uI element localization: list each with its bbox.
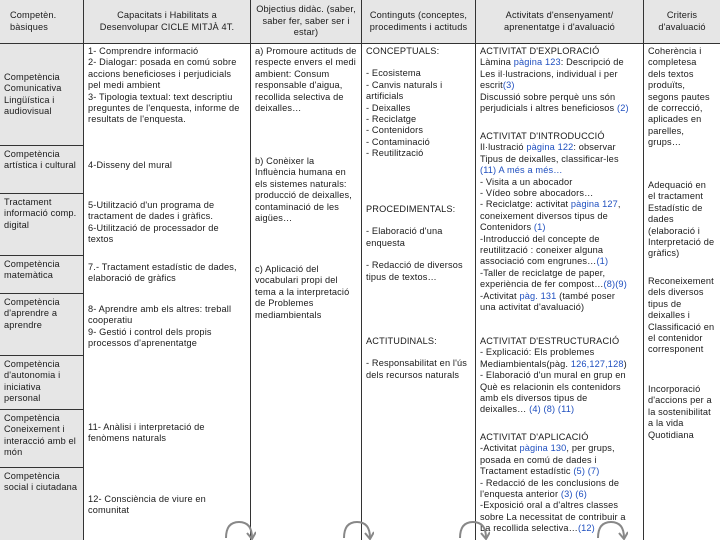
activity-title: ACTIVITAT D'EXPLORACIÓ: [480, 46, 600, 56]
capacity-item: 3- Tipologia textual: text descriptiu preguntes de l'enquesta, informe de resultats de l'enquesta.: [88, 91, 240, 125]
competence-cell: [0, 468, 83, 540]
activity-line: Les il·lustracions, individual i per: [480, 68, 618, 79]
activity-title: ACTIVITAT D'INTRODUCCIÓ: [480, 131, 605, 141]
list-item: - Reutilització: [366, 148, 424, 159]
criteria-header: [644, 0, 720, 44]
capacity-reference: (4) (8) (11): [529, 404, 575, 415]
list-item: - Ecosistema: [366, 68, 421, 79]
competences-column: [0, 0, 84, 540]
list-item: - Elaboració d'una enquesta: [366, 226, 443, 248]
conceptual-section: [366, 46, 471, 160]
list-item: - Deixalles: [366, 102, 411, 113]
procedural-list: [366, 226, 471, 283]
capacity-item: 1- Comprendre informació: [88, 46, 199, 56]
conceptual-list: [366, 68, 471, 159]
competence-cell: [0, 294, 83, 356]
capacity-item: 8- Aprendre amb els altres: treball cooperatiu: [88, 304, 232, 326]
capacity-group: [88, 304, 246, 350]
list-item: - Reciclatge: [366, 114, 417, 125]
activity-line: reutilització : coneixer alguna: [480, 245, 604, 256]
curved-arrow-icon: [340, 516, 374, 540]
capacity-item: 9- Gestió i control dels propis processos d'aprenentatge: [88, 326, 212, 349]
competence-label: Competència social i ciutadana: [4, 471, 78, 493]
capacity-reference: (11): [480, 165, 497, 176]
objectives-column: [251, 0, 362, 540]
activity-line: -Introducció del concepte de: [480, 233, 600, 244]
criterion-item: Adequació en el tractament Estadístic de dades (elaboració i Interpretació de gràfics): [648, 180, 715, 259]
list-item: - Canvis naturals i artificials: [366, 79, 443, 102]
activity-line: - Vídeo sobre abocadors…: [480, 188, 594, 199]
activity-line: una activitat d'avaluació): [480, 302, 585, 313]
list-item: - Contaminació: [366, 136, 430, 147]
competence-cell: [0, 356, 83, 410]
activity-line: - Visita a un abocador: [480, 176, 573, 187]
activity-line: - Elaboració d'un mural en grup en: [480, 370, 626, 381]
list-item: - Redacció de diversos tipus de textos…: [366, 260, 463, 282]
activity-line: amb els diversos tipus de: [480, 393, 588, 404]
activity-line: escrit(3): [480, 80, 515, 91]
activity-line: sobre La necessitat de contribuir a: [480, 511, 626, 522]
exploration-activity: [480, 46, 639, 114]
activities-header-label: Activitats d'ensenyament/ aprenentatge i d'avaluació: [504, 10, 615, 32]
competence-label: Tractament informació comp. digital: [4, 197, 77, 230]
capacity-reference: (5) (7): [573, 466, 600, 477]
activity-line: posada en comú de dades i: [480, 454, 597, 465]
curved-arrow-icon: [456, 516, 490, 540]
capacity-item: 6-Utilització de processador de textos: [88, 222, 219, 245]
capacity-reference: (3) (6): [560, 489, 587, 500]
activity-line: Tractament estadístic (5) (7): [480, 466, 600, 477]
activity-line: Làmina pàgina 123: Descripció de: [480, 57, 624, 68]
activity-line: -Exposició oral a d'altres classes: [480, 500, 619, 511]
criterion-item: Reconeixement dels diversos tipus de deixalles i Classificació en el contenidor corresponent: [648, 276, 715, 355]
competences-header: [0, 0, 83, 44]
criterion-item: Incorporació d'accions per a la sostenibilitat a la vida Quotidiana: [648, 384, 712, 440]
capacities-column: [84, 0, 251, 540]
capacity-item: 7.- Tractament estadístic de dades, elaboració de gràfics: [88, 262, 237, 284]
page-reference: pàgina 122: [526, 142, 574, 153]
competence-cell: [0, 256, 83, 294]
page-reference: 126,127,128: [570, 358, 624, 369]
conceptual-title: CONCEPTUALS:: [366, 46, 440, 56]
extra-note: A més a més…: [498, 165, 563, 176]
activities-column: [476, 0, 644, 540]
activity-line: l'enquesta anterior (3) (6): [480, 489, 587, 500]
activity-line: Contenidors (1): [480, 222, 546, 233]
criteria-column: [644, 0, 720, 540]
criteria-header-label: Criteris d'avaluació: [658, 10, 706, 32]
page-reference: pàg. 131: [519, 290, 557, 301]
objective-item: b) Conèixer la Influència humana en els sistemes naturals: producció de deixalles, contaminació de les aigües…: [255, 156, 352, 224]
competence-cell: [0, 44, 83, 146]
competence-label: Competència d'autonomia i iniciativa personal: [4, 359, 61, 404]
objectives-header: [251, 0, 361, 44]
activity-title: ACTIVITAT D'ESTRUCTURACIÓ: [480, 336, 620, 346]
capacity-item: 12- Consciència de viure en comunitat: [88, 494, 206, 516]
activity-line: Mediambientals(pàg. 126,127,128): [480, 358, 627, 369]
capacities-header-label: Capacitats i Habilitats a Desenvolupar CICLE MITJÀ 4T.: [99, 10, 235, 32]
activity-line: La recollida selectiva…(12): [480, 523, 595, 534]
attitudinal-section: [366, 336, 471, 381]
capacity-reference: (3): [502, 80, 515, 91]
competence-cell: [0, 410, 83, 468]
competence-label: Competència artística i cultural: [4, 149, 76, 171]
capacity-reference: (8)(9): [603, 279, 627, 290]
capacity-item: 5-Utilització d'un programa de tractament de dades i gràfics.: [88, 200, 215, 222]
attitudinal-title: ACTITUDINALS:: [366, 336, 437, 346]
procedural-title: PROCEDIMENTALS:: [366, 204, 456, 214]
capacity-item: 11- Anàlisi i interpretació de fenòmens naturals: [88, 422, 205, 444]
capacity-reference: (2): [617, 103, 629, 114]
activity-line: - Explicació: Els problemes: [480, 347, 595, 358]
activity-line: experiència de fer compost…(8)(9): [480, 279, 627, 290]
activity-title: ACTIVITAT D'APLICACIÓ: [480, 432, 589, 442]
activity-line: perjudicials i altres beneficiosos (2): [480, 103, 629, 114]
activity-line: Discussió sobre perquè uns són: [480, 91, 616, 102]
capacity-item: 4-Disseny del mural: [88, 160, 173, 170]
activity-line: associació com engrunes…(1): [480, 256, 609, 267]
contents-column: [362, 0, 476, 540]
contents-header-label: Continguts (conceptes, procediments i actituds: [369, 10, 468, 32]
activity-line: coneixement diversos tipus de: [480, 210, 608, 221]
page-reference: pàgina 127: [570, 199, 618, 210]
activity-line: - Redacció de les conclusions de: [480, 477, 620, 488]
introduction-activity: [480, 131, 639, 314]
objective-item: a) Promoure actituds de respecte envers el medi ambient: Consum responsable d'aigua, recollida selectiva de deixalles…: [255, 46, 357, 114]
competence-label: Competència d'aprendre a aprendre: [4, 297, 60, 330]
activity-line: Tipus de deixalles, classificar-les: [480, 153, 619, 164]
page-reference: pàgina 130: [519, 443, 567, 454]
objective-item: c) Aplicació del vocabulari propi del tema a la interpretació de Problemes mediambientals: [255, 264, 350, 320]
activities-header: [476, 0, 643, 44]
activity-line: deixalles… (4) (8) (11): [480, 404, 575, 415]
capacity-reference: (1): [533, 222, 546, 233]
procedural-section: [366, 204, 471, 283]
competences-header-label: Competèn. bàsiques: [10, 10, 57, 32]
activity-line: -Activitat pàg. 131 (també poser: [480, 290, 616, 301]
competence-label: Competència Comunicativa Lingüística i audiovisual: [4, 72, 62, 117]
page-reference: pàgina 123: [513, 57, 561, 68]
activity-line: [480, 165, 639, 176]
structuring-activity: [480, 336, 639, 416]
criterion-item: Coherència i completesa dels textos produïts, segons pautes de correcció, aplicades en parelles, grups…: [648, 46, 710, 148]
activity-line: Il·lustració pàgina 122: observar: [480, 142, 616, 153]
activity-line: -Activitat pàgina 130, per grups,: [480, 443, 615, 454]
capacity-reference: (1): [596, 256, 609, 267]
list-item: - Responsabilitat en l'ús dels recursos naturals: [366, 358, 468, 380]
capacity-item: 2- Dialogar: posada en comú sobre accions beneficioses i perjudicials pel medi ambient: [88, 57, 237, 91]
activity-line: - Reciclatge: activitat pàgina 127,: [480, 199, 621, 210]
competence-cell: [0, 194, 83, 256]
competence-cell: [0, 146, 83, 194]
capacity-group: [88, 200, 246, 246]
list-item: - Contenidors: [366, 125, 424, 136]
curved-arrow-icon: [594, 516, 628, 540]
capacities-header: [84, 0, 250, 44]
activity-line: -Taller de reciclatge de paper,: [480, 267, 606, 278]
competence-label: Competència Coneixement i interacció amb el món: [4, 413, 76, 458]
objectives-header-label: Objectius didàc. (saber, saber fer, saber ser i estar): [256, 4, 356, 38]
curved-arrow-icon: [222, 516, 256, 540]
capacity-reference: (12): [577, 523, 595, 534]
contents-header: [362, 0, 475, 44]
attitudinal-list: [366, 358, 471, 381]
activity-line: Què es relacionin els contenidors: [480, 381, 621, 392]
capacity-group: [88, 46, 246, 126]
competence-label: Competència matemàtica: [4, 259, 60, 281]
